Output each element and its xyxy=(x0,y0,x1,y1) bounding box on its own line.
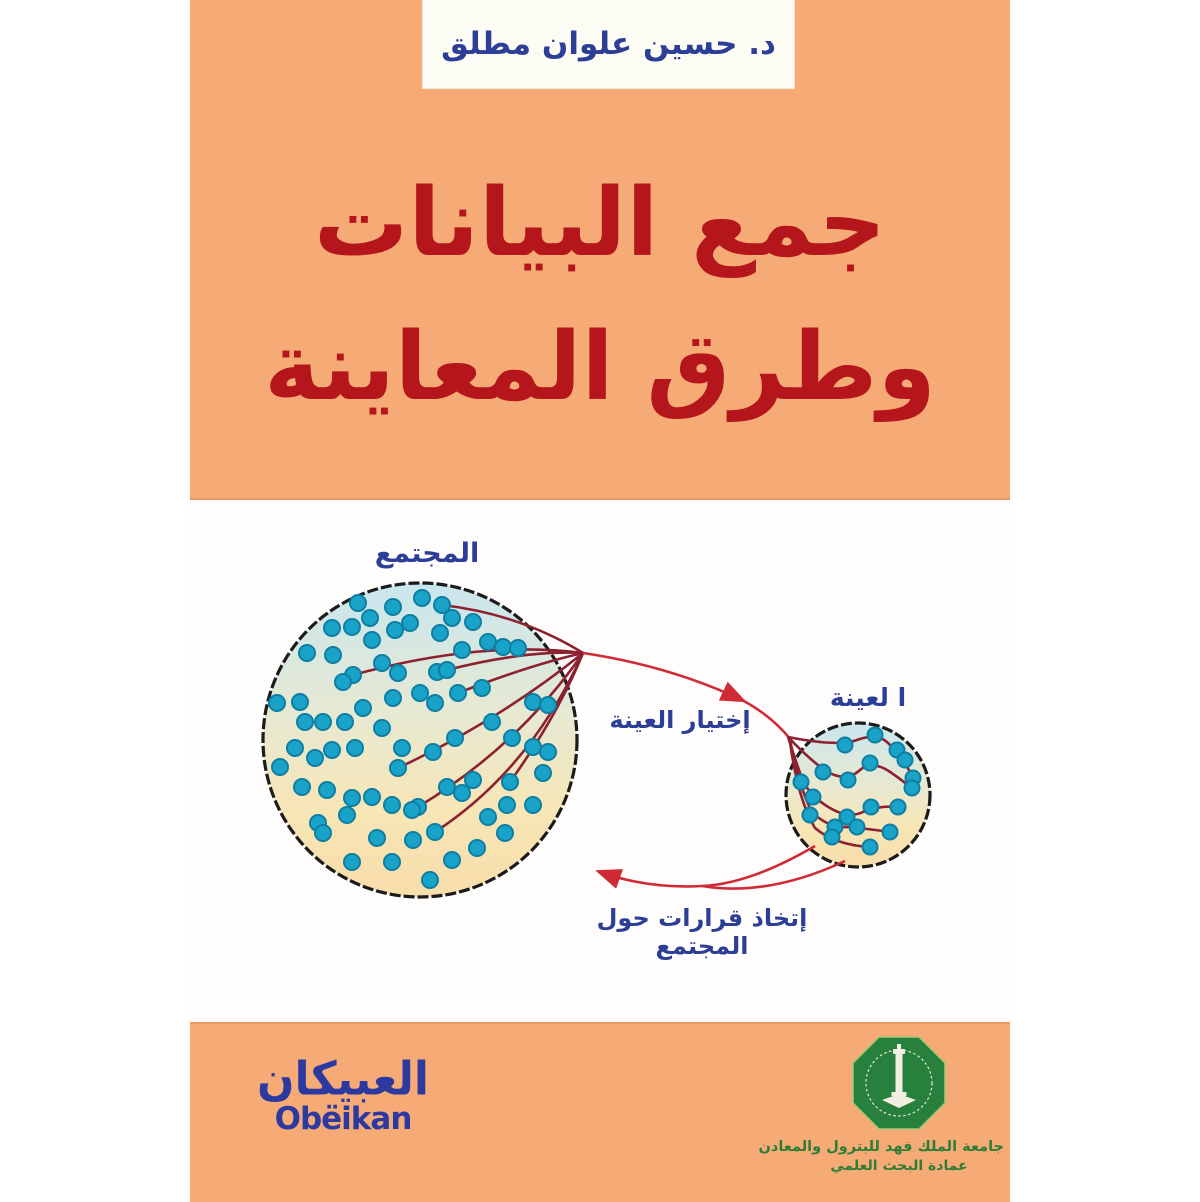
book-cover xyxy=(190,0,1010,1200)
sample-selection-label: إختيار العينة xyxy=(609,706,751,734)
population-label: المجتمع xyxy=(374,538,480,569)
university-name: جامعة الملك فهد للبترول والمعادن xyxy=(758,1139,1004,1155)
sampling-diagram xyxy=(190,0,1010,1200)
deanship-name: عمادة البحث العلمي xyxy=(830,1158,968,1174)
university-logo-block xyxy=(758,1036,1004,1174)
kfupm-logo-icon xyxy=(852,1036,946,1130)
obeikan-latin-wordmark: Obëikan xyxy=(274,1101,412,1137)
sample-label: ا لعينة xyxy=(829,683,907,712)
decision-label: إتخاذ قرارات حول المجتمع xyxy=(596,904,808,960)
book-title-line-1: جمع البيانات xyxy=(313,169,887,278)
book-title-line-2: وطرق المعاينة xyxy=(264,313,936,422)
obeikan-arabic-wordmark: العبيكان xyxy=(256,1052,430,1107)
publisher-logo xyxy=(228,1052,458,1137)
author-name: د. حسين علوان مطلق xyxy=(441,26,776,62)
